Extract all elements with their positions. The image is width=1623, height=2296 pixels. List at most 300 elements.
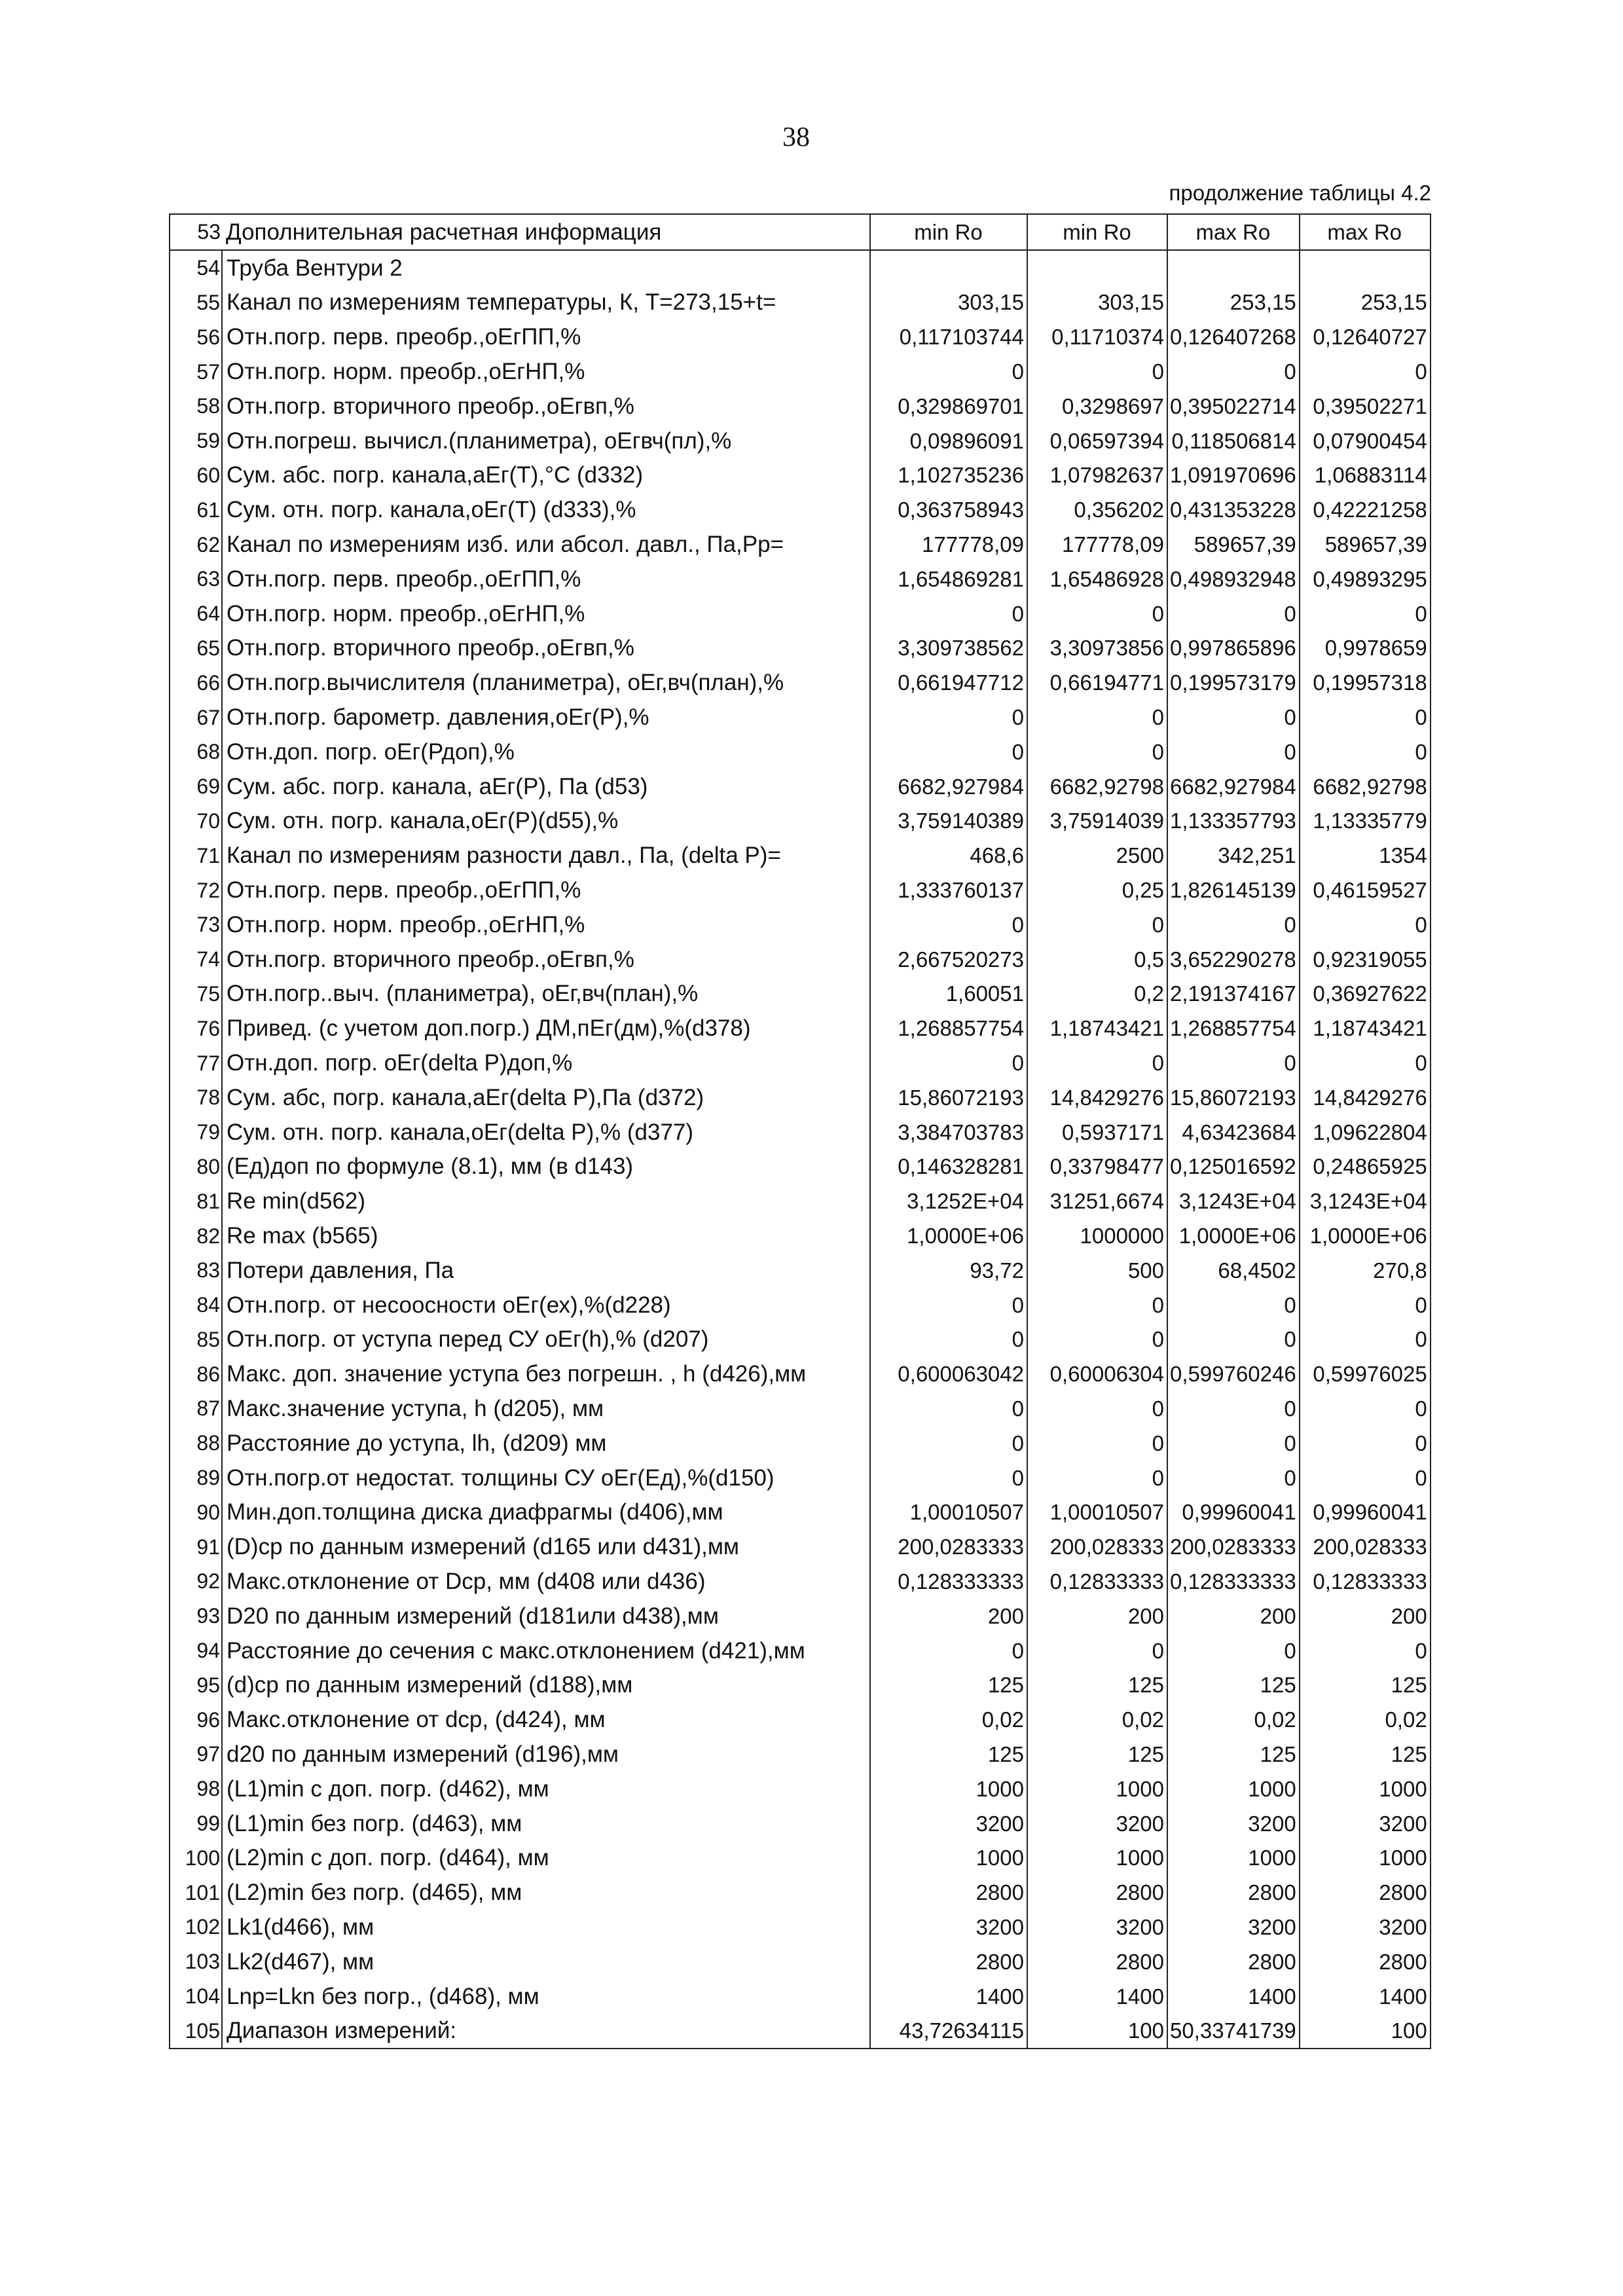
row-number: 103 (170, 1944, 222, 1979)
row-value-4: 0,42221258 (1300, 492, 1431, 527)
row-number: 71 (170, 838, 222, 873)
row-value-2: 3,75914039 (1027, 804, 1167, 839)
row-value-3: 68,4502 (1167, 1253, 1300, 1288)
row-value-1: 125 (870, 1667, 1027, 1702)
row-value-1: 1,268857754 (870, 1011, 1027, 1046)
row-value-4: 0,02 (1300, 1702, 1431, 1737)
row-description: (D)ср по данным измерений (d165 или d431),мм (222, 1529, 870, 1564)
row-number: 86 (170, 1357, 222, 1391)
row-value-3: 0 (1167, 1426, 1300, 1461)
table-body (170, 250, 1431, 2049)
row-value-2: 0,356202 (1027, 492, 1167, 527)
row-number: 84 (170, 1288, 222, 1322)
row-value-3: 0 (1167, 354, 1300, 389)
table-row (170, 1875, 1431, 1910)
header-description: Дополнительная расчетная информация (222, 214, 870, 250)
row-value-3: 1,268857754 (1167, 1011, 1300, 1046)
row-value-1: 0 (870, 1461, 1027, 1495)
row-value-2: 0,12833333 (1027, 1564, 1167, 1599)
table-row (170, 1840, 1431, 1875)
row-description: (L2)min без погр. (d465), мм (222, 1875, 870, 1910)
table-row (170, 665, 1431, 700)
row-value-2: 0,66194771 (1027, 665, 1167, 700)
row-description: Макс.отклонение от dср, (d424), мм (222, 1702, 870, 1737)
row-value-2: 1000 (1027, 1772, 1167, 1806)
row-value-2: 0,5 (1027, 942, 1167, 977)
row-number: 95 (170, 1667, 222, 1702)
row-number: 63 (170, 562, 222, 596)
table-row (170, 804, 1431, 839)
table-row (170, 1184, 1431, 1218)
table-row (170, 1910, 1431, 1944)
row-value-1: 303,15 (870, 285, 1027, 320)
row-value-2: 0 (1027, 354, 1167, 389)
row-description: Канал по измерениям температуры, К, Т=273,15+t= (222, 285, 870, 320)
row-value-2: 125 (1027, 1667, 1167, 1702)
row-value-3: 3,652290278 (1167, 942, 1300, 977)
row-value-3: 3,1243E+04 (1167, 1184, 1300, 1218)
row-value-1: 3,1252E+04 (870, 1184, 1027, 1218)
row-value-2: 125 (1027, 1737, 1167, 1772)
table-row (170, 1218, 1431, 1253)
row-value-3: 0 (1167, 735, 1300, 769)
row-description: Re min(d562) (222, 1184, 870, 1218)
row-description: Отн.погр. вторичного преобр.,оЕгвп,% (222, 942, 870, 977)
table-row (170, 1667, 1431, 1702)
row-description: Отн.погр. норм. преобр.,оЕгНП,% (222, 907, 870, 942)
row-value-1: 0,128333333 (870, 1564, 1027, 1599)
table-row (170, 1150, 1431, 1184)
table-row (170, 354, 1431, 389)
row-value-1: 1,102735236 (870, 458, 1027, 493)
row-value-4: 0 (1300, 1322, 1431, 1357)
row-number: 93 (170, 1599, 222, 1633)
row-value-3: 0 (1167, 1288, 1300, 1322)
header-col-1: min Ro (870, 214, 1027, 250)
row-number: 66 (170, 665, 222, 700)
row-value-4: 0,12833333 (1300, 1564, 1431, 1599)
row-value-3: 2800 (1167, 1875, 1300, 1910)
table-row (170, 942, 1431, 977)
row-description: Отн.погр. вторичного преобр.,оЕгвп,% (222, 631, 870, 666)
row-value-1 (870, 250, 1027, 285)
row-number: 56 (170, 319, 222, 354)
row-number: 55 (170, 285, 222, 320)
row-number: 100 (170, 1840, 222, 1875)
row-number: 92 (170, 1564, 222, 1599)
row-value-4: 0,99960041 (1300, 1495, 1431, 1529)
row-number: 97 (170, 1737, 222, 1772)
row-number: 57 (170, 354, 222, 389)
header-col-2: min Ro (1027, 214, 1167, 250)
row-value-1: 93,72 (870, 1253, 1027, 1288)
page-number: 38 (782, 122, 810, 153)
table-row (170, 873, 1431, 907)
row-value-3: 1,0000E+06 (1167, 1218, 1300, 1253)
table-row (170, 769, 1431, 804)
row-value-2: 2800 (1027, 1875, 1167, 1910)
row-description: Сум. отн. погр. канала,оЕг(delta Р),% (d377) (222, 1115, 870, 1150)
row-value-2: 303,15 (1027, 285, 1167, 320)
row-number: 90 (170, 1495, 222, 1529)
row-value-1: 6682,927984 (870, 769, 1027, 804)
row-value-4: 1,06883114 (1300, 458, 1431, 493)
row-value-1: 0 (870, 735, 1027, 769)
row-value-1: 0,09896091 (870, 424, 1027, 458)
table-row (170, 1461, 1431, 1495)
table-row (170, 1115, 1431, 1150)
row-value-3: 0 (1167, 1461, 1300, 1495)
row-value-2 (1027, 250, 1167, 285)
row-value-1: 0 (870, 354, 1027, 389)
row-value-2: 1,65486928 (1027, 562, 1167, 596)
row-value-3: 342,251 (1167, 838, 1300, 873)
row-number: 70 (170, 804, 222, 839)
row-description: Отн.погр.от недостат. толщины СУ оЕг(Ед),%(d150) (222, 1461, 870, 1495)
row-number: 54 (170, 250, 222, 285)
row-number: 98 (170, 1772, 222, 1806)
table-row (170, 1253, 1431, 1288)
row-value-4: 6682,92798 (1300, 769, 1431, 804)
table-row (170, 1357, 1431, 1391)
table-row (170, 1737, 1431, 1772)
row-number: 60 (170, 458, 222, 493)
row-description: Re max (b565) (222, 1218, 870, 1253)
row-value-2: 1,18743421 (1027, 1011, 1167, 1046)
row-value-4: 0 (1300, 1633, 1431, 1668)
row-value-3: 3200 (1167, 1910, 1300, 1944)
table-row (170, 527, 1431, 562)
data-table (169, 213, 1431, 2049)
row-value-4: 125 (1300, 1737, 1431, 1772)
row-description: Отн.погр. барометр. давления,оЕг(Р),% (222, 700, 870, 735)
table-row (170, 1702, 1431, 1737)
row-number: 104 (170, 1979, 222, 2014)
row-number: 87 (170, 1391, 222, 1426)
row-description: Сум. отн. погр. канала,оЕг(Р)(d55),% (222, 804, 870, 839)
row-value-2: 0 (1027, 700, 1167, 735)
row-value-3: 2,191374167 (1167, 977, 1300, 1011)
row-value-3: 0 (1167, 596, 1300, 631)
row-value-4: 0,36927622 (1300, 977, 1431, 1011)
row-number: 59 (170, 424, 222, 458)
row-value-2: 3200 (1027, 1806, 1167, 1841)
row-value-3: 125 (1167, 1667, 1300, 1702)
row-description: Lk2(d467), мм (222, 1944, 870, 1979)
row-value-4: 1000 (1300, 1840, 1431, 1875)
row-value-1: 0 (870, 1288, 1027, 1322)
row-value-1: 0,117103744 (870, 319, 1027, 354)
row-value-3: 0,126407268 (1167, 319, 1300, 354)
row-value-3: 1,133357793 (1167, 804, 1300, 839)
row-value-1: 200 (870, 1599, 1027, 1633)
row-number: 79 (170, 1115, 222, 1150)
row-value-3: 6682,927984 (1167, 769, 1300, 804)
row-value-1: 0 (870, 1391, 1027, 1426)
row-value-4: 0 (1300, 907, 1431, 942)
table-row (170, 562, 1431, 596)
row-value-4: 0,39502271 (1300, 389, 1431, 424)
table-row (170, 1772, 1431, 1806)
row-description: Lnp=Lkn без погр., (d468), мм (222, 1979, 870, 2014)
table-row (170, 424, 1431, 458)
row-value-1: 1,00010507 (870, 1495, 1027, 1529)
row-value-4: 125 (1300, 1667, 1431, 1702)
row-number: 72 (170, 873, 222, 907)
row-description: (Ед)доп по формуле (8.1), мм (в d143) (222, 1150, 870, 1184)
row-value-1: 1000 (870, 1840, 1027, 1875)
row-value-4: 1000 (1300, 1772, 1431, 1806)
row-value-1: 0 (870, 596, 1027, 631)
row-description: d20 по данным измерений (d196),мм (222, 1737, 870, 1772)
row-number: 58 (170, 389, 222, 424)
row-value-4: 2800 (1300, 1944, 1431, 1979)
row-description: Макс.отклонение от Dср, мм (d408 или d436) (222, 1564, 870, 1599)
row-value-3: 2800 (1167, 1944, 1300, 1979)
row-value-4: 0 (1300, 700, 1431, 735)
row-value-4: 0,46159527 (1300, 873, 1431, 907)
row-number: 81 (170, 1184, 222, 1218)
row-value-1: 0 (870, 1426, 1027, 1461)
row-value-2: 0,5937171 (1027, 1115, 1167, 1150)
row-value-1: 125 (870, 1737, 1027, 1772)
row-value-4: 1,18743421 (1300, 1011, 1431, 1046)
table-caption: продолжение таблицы 4.2 (1169, 181, 1431, 205)
row-value-1: 3,384703783 (870, 1115, 1027, 1150)
row-value-1: 0,02 (870, 1702, 1027, 1737)
row-description: Отн.погр. от уступа перед СУ оЕг(h),% (d207) (222, 1322, 870, 1357)
row-description: Отн.погр.вычислителя (планиметра), оЕг,вч(план),% (222, 665, 870, 700)
row-value-4: 1,0000E+06 (1300, 1218, 1431, 1253)
row-value-3: 0 (1167, 1391, 1300, 1426)
row-value-4: 0,92319055 (1300, 942, 1431, 977)
row-value-2: 0 (1027, 1322, 1167, 1357)
row-value-4: 1354 (1300, 838, 1431, 873)
row-value-3: 1,091970696 (1167, 458, 1300, 493)
table-row (170, 1288, 1431, 1322)
row-value-3: 1,826145139 (1167, 873, 1300, 907)
row-value-3: 1400 (1167, 1979, 1300, 2014)
row-value-3: 253,15 (1167, 285, 1300, 320)
row-number: 68 (170, 735, 222, 769)
row-value-2: 0,02 (1027, 1702, 1167, 1737)
row-number: 62 (170, 527, 222, 562)
row-value-4: 0,49893295 (1300, 562, 1431, 596)
row-value-4: 589657,39 (1300, 527, 1431, 562)
row-value-3: 0 (1167, 700, 1300, 735)
row-value-2: 0,2 (1027, 977, 1167, 1011)
table-row (170, 1529, 1431, 1564)
row-value-4: 0,59976025 (1300, 1357, 1431, 1391)
table-row (170, 1564, 1431, 1599)
row-value-3: 1000 (1167, 1772, 1300, 1806)
table-row (170, 735, 1431, 769)
row-number: 99 (170, 1806, 222, 1841)
row-value-1: 1,333760137 (870, 873, 1027, 907)
row-description: (L2)min с доп. погр. (d464), мм (222, 1840, 870, 1875)
row-value-4: 14,8429276 (1300, 1080, 1431, 1115)
row-value-3: 0 (1167, 1322, 1300, 1357)
row-value-1: 1,60051 (870, 977, 1027, 1011)
row-description: Мин.доп.толщина диска диафрагмы (d406),мм (222, 1495, 870, 1529)
row-value-3: 0 (1167, 1046, 1300, 1080)
header-row-number: 53 (170, 214, 222, 250)
row-value-1: 0 (870, 1322, 1027, 1357)
row-value-2: 1000 (1027, 1840, 1167, 1875)
row-value-4: 200 (1300, 1599, 1431, 1633)
row-value-2: 0 (1027, 907, 1167, 942)
row-value-1: 2800 (870, 1875, 1027, 1910)
row-value-3: 0,395022714 (1167, 389, 1300, 424)
row-value-1: 2800 (870, 1944, 1027, 1979)
row-number: 89 (170, 1461, 222, 1495)
row-description: Канал по измерениям разности давл., Па, (delta P)= (222, 838, 870, 873)
row-value-3: 0,599760246 (1167, 1357, 1300, 1391)
table-row (170, 492, 1431, 527)
row-value-1: 0,363758943 (870, 492, 1027, 527)
row-description: Расстояние до сечения с макс.отклонением (d421),мм (222, 1633, 870, 1668)
row-number: 61 (170, 492, 222, 527)
row-value-4: 253,15 (1300, 285, 1431, 320)
row-number: 76 (170, 1011, 222, 1046)
row-value-1: 1400 (870, 1979, 1027, 2014)
row-value-1: 0,661947712 (870, 665, 1027, 700)
row-description: Макс.значение уступа, h (d205), мм (222, 1391, 870, 1426)
row-value-4: 0 (1300, 1426, 1431, 1461)
row-value-1: 0,329869701 (870, 389, 1027, 424)
row-number: 77 (170, 1046, 222, 1080)
row-value-2: 6682,92798 (1027, 769, 1167, 804)
row-number: 75 (170, 977, 222, 1011)
row-value-2: 0,25 (1027, 873, 1167, 907)
row-value-3: 0,128333333 (1167, 1564, 1300, 1599)
row-description: Отн.доп. погр. оЕг(Рдоп),% (222, 735, 870, 769)
row-value-2: 0,06597394 (1027, 424, 1167, 458)
row-value-2: 1,00010507 (1027, 1495, 1167, 1529)
row-description: Диапазон измерений: (222, 2013, 870, 2049)
table-header-row (170, 214, 1431, 250)
row-description: Расстояние до уступа, lh, (d209) мм (222, 1426, 870, 1461)
row-value-2: 0 (1027, 735, 1167, 769)
row-value-3: 0 (1167, 1633, 1300, 1668)
row-value-1: 3,309738562 (870, 631, 1027, 666)
row-description: Отн.погр. перв. преобр.,оЕгПП,% (222, 873, 870, 907)
row-value-3: 0,02 (1167, 1702, 1300, 1737)
table-row (170, 1806, 1431, 1841)
table-row (170, 907, 1431, 942)
row-value-4: 0 (1300, 1461, 1431, 1495)
row-value-2: 0 (1027, 1426, 1167, 1461)
row-description: Макс. доп. значение уступа без погрешн. , h (d426),мм (222, 1357, 870, 1391)
row-value-1: 177778,09 (870, 527, 1027, 562)
row-value-2: 1,07982637 (1027, 458, 1167, 493)
table-row (170, 1944, 1431, 1979)
row-value-4: 1,09622804 (1300, 1115, 1431, 1150)
row-value-4: 0 (1300, 1046, 1431, 1080)
row-value-1: 3,759140389 (870, 804, 1027, 839)
row-number: 73 (170, 907, 222, 942)
row-value-3: 0,118506814 (1167, 424, 1300, 458)
row-value-1: 468,6 (870, 838, 1027, 873)
table-row (170, 2013, 1431, 2049)
row-value-1: 0 (870, 1633, 1027, 1668)
row-value-2: 0,11710374 (1027, 319, 1167, 354)
row-value-3: 125 (1167, 1737, 1300, 1772)
table-row (170, 1080, 1431, 1115)
row-description: Привед. (с учетом доп.погр.) ДМ,пЕг(дм),%(d378) (222, 1011, 870, 1046)
row-description: Потери давления, Па (222, 1253, 870, 1288)
row-value-2: 0 (1027, 596, 1167, 631)
row-value-4: 0 (1300, 735, 1431, 769)
row-value-4: 3,1243E+04 (1300, 1184, 1431, 1218)
row-value-2: 3200 (1027, 1910, 1167, 1944)
row-value-1: 0 (870, 700, 1027, 735)
row-value-1: 1,654869281 (870, 562, 1027, 596)
row-value-2: 177778,09 (1027, 527, 1167, 562)
row-value-3 (1167, 250, 1300, 285)
row-value-4: 0,19957318 (1300, 665, 1431, 700)
table-row (170, 389, 1431, 424)
row-value-2: 2800 (1027, 1944, 1167, 1979)
table-row (170, 1391, 1431, 1426)
row-value-2: 200,028333 (1027, 1529, 1167, 1564)
row-number: 102 (170, 1910, 222, 1944)
row-number: 80 (170, 1150, 222, 1184)
table-row (170, 1426, 1431, 1461)
row-number: 64 (170, 596, 222, 631)
row-description: Сум. отн. погр. канала,оЕг(Т) (d333),% (222, 492, 870, 527)
row-value-4: 100 (1300, 2013, 1431, 2049)
row-value-1: 0 (870, 907, 1027, 942)
row-value-3: 589657,39 (1167, 527, 1300, 562)
row-value-1: 15,86072193 (870, 1080, 1027, 1115)
row-number: 101 (170, 1875, 222, 1910)
table-row (170, 1011, 1431, 1046)
row-value-1: 1000 (870, 1772, 1027, 1806)
row-value-1: 3200 (870, 1806, 1027, 1841)
row-description: (L1)min с доп. погр. (d462), мм (222, 1772, 870, 1806)
header-col-4: max Ro (1300, 214, 1431, 250)
row-description: Отн.погр. перв. преобр.,оЕгПП,% (222, 562, 870, 596)
row-value-2: 3,30973856 (1027, 631, 1167, 666)
row-description: Отн.погр. вторичного преобр.,оЕгвп,% (222, 389, 870, 424)
table-row (170, 838, 1431, 873)
row-value-3: 1000 (1167, 1840, 1300, 1875)
row-value-1: 200,0283333 (870, 1529, 1027, 1564)
table-row (170, 596, 1431, 631)
row-number: 88 (170, 1426, 222, 1461)
row-description: Отн.погр..выч. (планиметра), оЕг,вч(план),% (222, 977, 870, 1011)
row-value-3: 200 (1167, 1599, 1300, 1633)
row-value-4: 0 (1300, 1288, 1431, 1322)
row-value-2: 14,8429276 (1027, 1080, 1167, 1115)
row-value-4: 0,07900454 (1300, 424, 1431, 458)
row-value-4: 1400 (1300, 1979, 1431, 2014)
row-value-2: 0 (1027, 1046, 1167, 1080)
table-row (170, 458, 1431, 493)
row-value-2: 0,60006304 (1027, 1357, 1167, 1391)
row-value-2: 0,3298697 (1027, 389, 1167, 424)
row-description: D20 по данным измерений (d181или d438),мм (222, 1599, 870, 1633)
row-number: 65 (170, 631, 222, 666)
row-description: Отн.погреш. вычисл.(планиметра), оЕгвч(пл),% (222, 424, 870, 458)
row-number: 69 (170, 769, 222, 804)
table-row (170, 1495, 1431, 1529)
row-value-2: 100 (1027, 2013, 1167, 2049)
row-description: Сум. абс, погр. канала,аЕг(delta Р),Па (d372) (222, 1080, 870, 1115)
row-value-1: 0 (870, 1046, 1027, 1080)
row-value-3: 4,63423684 (1167, 1115, 1300, 1150)
